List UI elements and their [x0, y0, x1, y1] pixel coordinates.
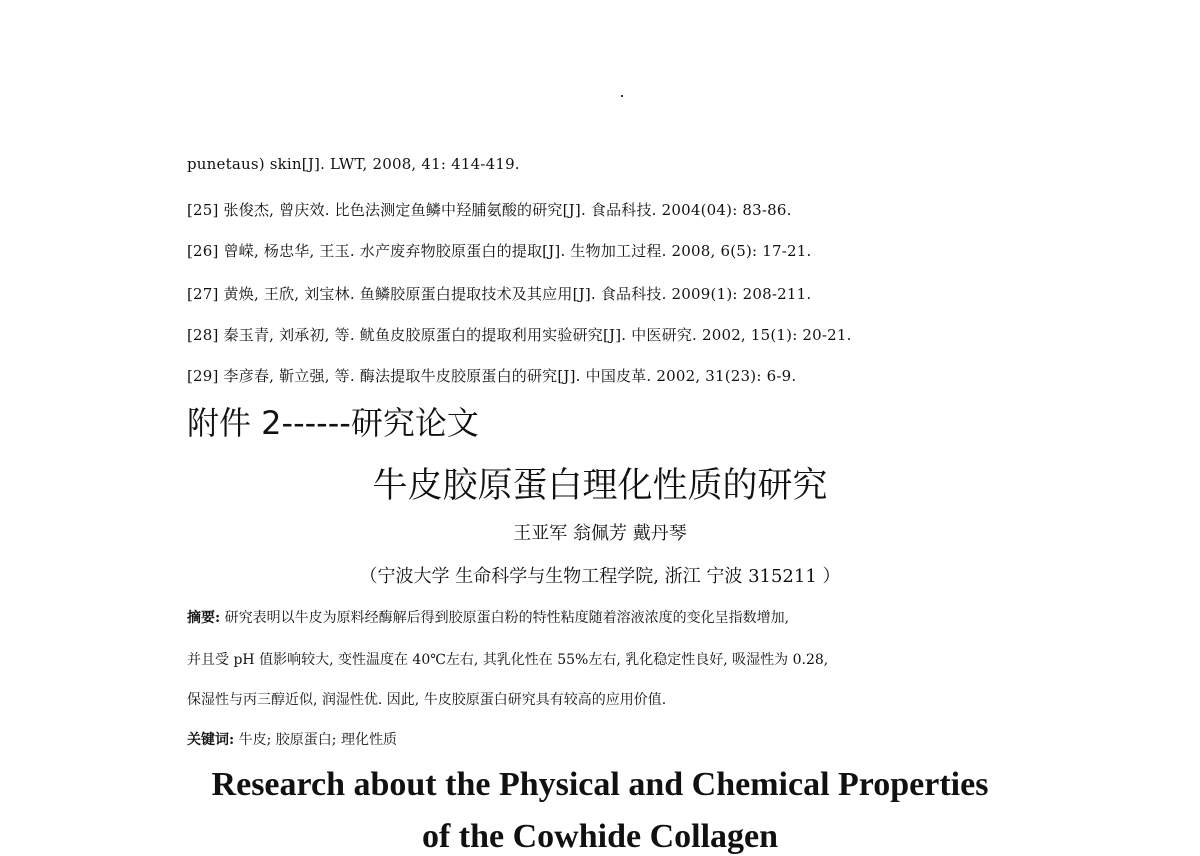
reference-27: [27] 黄焕, 王欣, 刘宝林. 鱼鳞胶原蛋白提取技术及其应用[J]. 食品科技. 2009(1): 208-211. — [187, 285, 812, 303]
keywords-label: 关键词: — [187, 732, 235, 748]
paper-title-english-line-1: Research about the Physical and Chemical Properties — [211, 766, 989, 803]
reference-24-continued: punetaus) skin[J]. LWT, 2008, 41: 414-419. — [187, 155, 520, 173]
reference-29: [29] 李彦春, 靳立强, 等. 酶法提取牛皮胶原蛋白的研究[J]. 中国皮革. 2002, 31(23): 6-9. — [187, 367, 797, 385]
keywords-text: 牛皮; 胶原蛋白; 理化性质 — [238, 732, 397, 748]
appendix-heading: 附件 2------研究论文 — [187, 404, 479, 442]
abstract-line-3: 保湿性与丙三醇近似, 润湿性优. 因此, 牛皮胶原蛋白研究具有较高的应用价值. — [187, 692, 667, 708]
keywords-line — [187, 729, 397, 749]
paper-affiliation: （宁波大学 生命科学与生物工程学院, 浙江 宁波 315211 ） — [359, 566, 841, 587]
paper-authors: 王亚军 翁佩芳 戴丹琴 — [513, 523, 687, 544]
abstract-line-2: 并且受 pH 值影响较大, 变性温度在 40℃左右, 其乳化性在 55%左右, 乳化稳定性良好, 吸湿性为 0.28, — [187, 652, 829, 668]
abstract-text-1: 研究表明以牛皮为原料经酶解后得到胶原蛋白粉的特性粘度随着溶液浓度的变化呈指数增加, — [224, 610, 790, 626]
reference-26: [26] 曾嵘, 杨忠华, 王玉. 水产废弃物胶原蛋白的提取[J]. 生物加工过程. 2008, 6(5): 17-21. — [187, 242, 812, 260]
paper-title-english-line-2: of the Cowhide Collagen — [421, 818, 779, 855]
reference-25: [25] 张俊杰, 曾庆效. 比色法测定鱼鳞中羟脯氨酸的研究[J]. 食品科技. 2004(04): 83-86. — [187, 201, 792, 219]
paper-title-chinese: 牛皮胶原蛋白理化性质的研究 — [372, 466, 828, 506]
abstract-line-1 — [187, 607, 789, 627]
abstract-label: 摘要: — [187, 610, 221, 626]
reference-28: [28] 秦玉青, 刘承初, 等. 鱿鱼皮胶原蛋白的提取利用实验研究[J]. 中医研究. 2002, 15(1): 20-21. — [187, 326, 852, 344]
page-dot-mark — [621, 95, 623, 97]
